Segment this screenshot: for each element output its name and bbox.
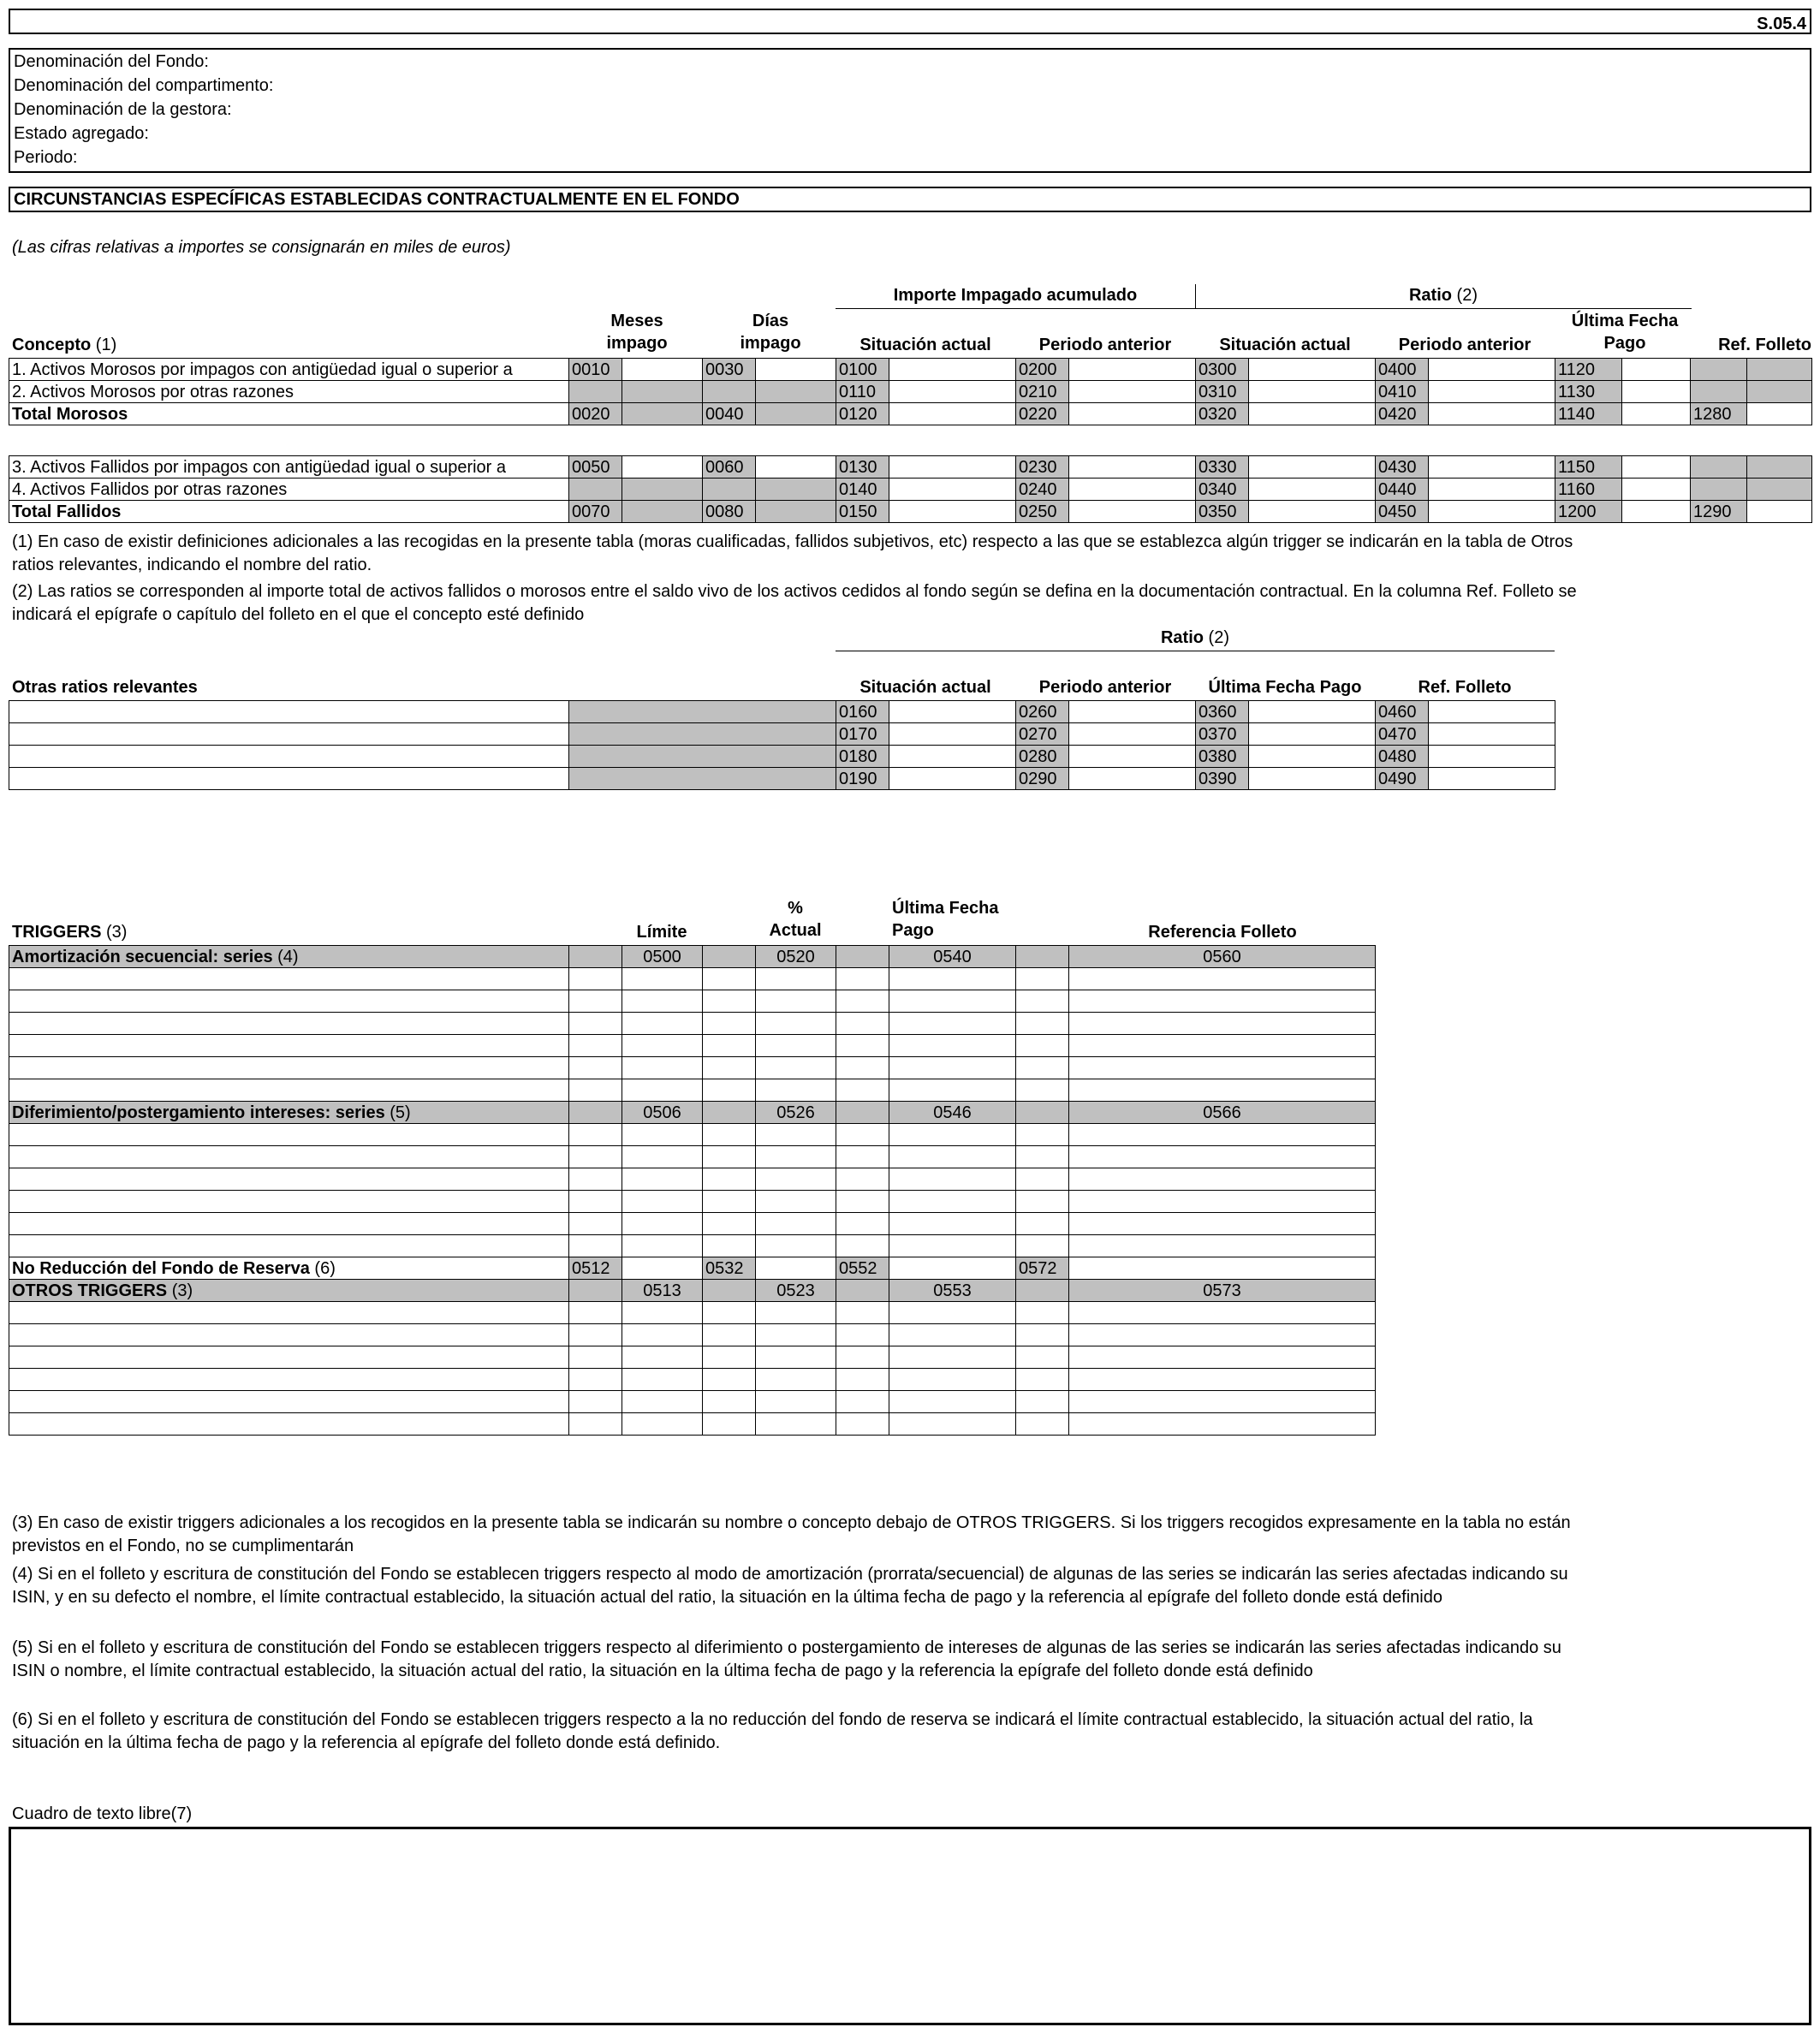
t1-col-meses: Meses impago [606,312,668,353]
code-cell: 0030 [703,359,756,381]
code-cell: 0460 [1376,701,1429,723]
input-cell[interactable] [1622,501,1691,523]
shaded-cell [1016,1102,1069,1124]
shaded-cell [569,701,836,723]
free-text-label: Cuadro de texto libre(7) [12,1804,193,1823]
shaded-cell [836,1102,889,1124]
shaded-cell [1016,946,1069,968]
note-1: (1) En caso de existir definiciones adicionales a las recogidas en la presente tabla (moras cualificadas, fallidos subjetivos, etc) respecto a las que se establezca algún trigger se indicarán en la tabla de Otros ratios relevantes, indicando el nombre del ratio. [12,532,1573,574]
table-row[interactable] [9,1035,1376,1057]
code-cell: 0270 [1016,723,1069,746]
t1-col-dias: Días impago [740,312,801,353]
code-cell: 0290 [1016,768,1069,790]
code-cell [756,403,836,425]
input-cell[interactable] [889,403,1016,425]
header-fields-box [9,48,1811,173]
code-cell [622,479,703,501]
code-cell: 0560 [1069,946,1376,968]
shaded-cell [569,1102,622,1124]
input-cell[interactable] [1249,723,1376,746]
code-cell: 0512 [569,1257,622,1280]
input-cell[interactable] [756,359,836,381]
code-cell [703,381,756,403]
row-label: 1. Activos Morosos por impagos con antigüedad igual o superior a [9,359,569,381]
code-cell [1691,359,1747,381]
t2-col-periodo-ant: Periodo anterior [1038,678,1172,697]
code-cell: 0230 [1016,456,1069,479]
input-cell[interactable] [1429,479,1555,501]
shaded-cell [569,723,836,746]
table-row[interactable] [9,1324,1376,1346]
code-cell: 1160 [1555,479,1622,501]
input-cell[interactable] [756,1257,836,1280]
input-cell[interactable] [1069,701,1196,723]
code-cell: 0310 [1196,381,1249,403]
input-cell[interactable] [889,479,1016,501]
code-cell: 1200 [1555,501,1622,523]
code-cell [1691,456,1747,479]
table-row[interactable] [9,1146,1376,1168]
code-cell: 1290 [1691,501,1747,523]
input-cell[interactable] [1429,768,1555,790]
t2-other-ratios-table [9,700,1555,790]
table-row [9,701,1555,723]
input-cell[interactable] [1429,381,1555,403]
table-row [9,359,1812,381]
code-cell: 0110 [836,381,889,403]
input-cell[interactable] [1249,768,1376,790]
code-cell [1747,456,1812,479]
input-cell[interactable] [622,1257,703,1280]
code-cell: 0410 [1376,381,1429,403]
table-row [9,381,1812,403]
code-cell [569,381,622,403]
input-cell[interactable] [889,768,1016,790]
row-label: 3. Activos Fallidos por impagos con antigüedad igual o superior a [9,456,569,479]
input-cell[interactable] [1249,381,1376,403]
code-cell: 0380 [1196,746,1249,768]
table-row [9,723,1555,746]
manager-name-label: Denominación de la gestora: [14,100,232,119]
input-cell[interactable] [889,359,1016,381]
input-cell[interactable] [756,456,836,479]
code-cell: 0060 [703,456,756,479]
t2-col-sit-actual: Situación actual [859,678,991,697]
code-cell: 0480 [1376,746,1429,768]
input-cell[interactable] [1747,501,1812,523]
code-cell: 1140 [1555,403,1622,425]
period-label: Periodo: [14,148,78,167]
input-cell[interactable] [1429,403,1555,425]
input-cell[interactable] [889,1257,1016,1280]
input-cell[interactable] [1622,359,1691,381]
input-cell[interactable] [1069,768,1196,790]
code-cell: 0160 [836,701,889,723]
code-cell: 0526 [756,1102,836,1124]
t1-col-ultima: Última Fecha Pago [1571,312,1679,353]
table-row[interactable] [9,1369,1376,1391]
code-cell [756,479,836,501]
code-cell: 0280 [1016,746,1069,768]
code-cell: 0140 [836,479,889,501]
t1-group-ratio: Ratio (2) [1408,286,1478,305]
input-cell[interactable] [622,456,703,479]
row-label: 2. Activos Morosos por otras razones [9,381,569,403]
code-cell: 0532 [703,1257,756,1280]
section-title: CIRCUNSTANCIAS ESPECÍFICAS ESTABLECIDAS CONTRACTUALMENTE EN EL FONDO [14,190,740,209]
trigger-label: Diferimiento/postergamiento intereses: series (5) [9,1102,569,1124]
table-row [9,768,1555,790]
table-row[interactable] [9,968,1376,990]
code-cell: 0020 [569,403,622,425]
code-cell: 0300 [1196,359,1249,381]
input-cell[interactable] [889,501,1016,523]
code-cell: 0180 [836,746,889,768]
code-cell: 0100 [836,359,889,381]
code-cell: 0050 [569,456,622,479]
code-cell: 0513 [622,1280,703,1302]
table-row[interactable] [9,1391,1376,1413]
form-code: S.05.4 [1757,15,1806,33]
t3-col-ultima: Última Fecha Pago [892,899,999,940]
input-cell[interactable] [889,456,1016,479]
code-cell: 0210 [1016,381,1069,403]
t2-group-ratio: Ratio (2) [1160,628,1229,647]
table-row[interactable] [9,1413,1376,1436]
input-cell[interactable] [1249,501,1376,523]
code-cell: 0220 [1016,403,1069,425]
row-label: Total Fallidos [9,501,569,523]
input-cell[interactable] [1069,479,1196,501]
input-cell[interactable] [1429,746,1555,768]
trigger-group-row [9,1257,1376,1280]
input-cell[interactable] [889,381,1016,403]
fund-name-label: Denominación del Fondo: [14,52,209,71]
t2-col-ultima: Última Fecha Pago [1208,678,1362,697]
table-row[interactable] [9,1124,1376,1146]
table-row [9,479,1812,501]
code-cell: 0546 [889,1102,1016,1124]
code-cell: 0470 [1376,723,1429,746]
t3-col-ref: Referencia Folleto [1148,923,1297,942]
input-cell[interactable] [1429,359,1555,381]
compartment-name-label: Denominación del compartimento: [14,76,274,95]
input-cell[interactable] [889,746,1016,768]
code-cell [622,403,703,425]
code-cell [622,501,703,523]
t1-group-underline [836,308,1692,309]
code-cell [569,479,622,501]
input-cell[interactable] [1249,479,1376,501]
code-cell: 0540 [889,946,1016,968]
shaded-cell [569,1280,622,1302]
row-label: 4. Activos Fallidos por otras razones [9,479,569,501]
input-cell[interactable] [1069,403,1196,425]
input-cell[interactable] [1069,746,1196,768]
code-cell: 0370 [1196,723,1249,746]
t3-col-triggers: TRIGGERS (3) [12,923,128,942]
table-row[interactable] [9,1346,1376,1369]
code-cell: 0520 [756,946,836,968]
code-cell: 0320 [1196,403,1249,425]
ratio-name-input[interactable] [9,701,569,723]
input-cell[interactable] [1429,456,1555,479]
code-cell [703,479,756,501]
code-cell: 1150 [1555,456,1622,479]
input-cell[interactable] [1069,456,1196,479]
table-row [9,746,1555,768]
input-cell[interactable] [1249,403,1376,425]
code-cell: 0340 [1196,479,1249,501]
table-row[interactable] [9,990,1376,1013]
t1-col-periodo-ant-2: Periodo anterior [1398,336,1532,354]
code-cell [1747,359,1812,381]
ratio-name-input[interactable] [9,723,569,746]
table-row [9,501,1812,523]
trigger-label: Amortización secuencial: series (4) [9,946,569,968]
code-cell: 0240 [1016,479,1069,501]
code-cell [1691,381,1747,403]
code-cell: 0553 [889,1280,1016,1302]
code-cell: 0190 [836,768,889,790]
input-cell[interactable] [1622,479,1691,501]
note-5: (5) Si en el folleto y escritura de constitución del Fondo se establecen triggers respecto al diferimiento o postergamiento de intereses de algunas de las series se indicarán las series afectadas indicando su ISIN o nombre, el límite contractual establecido, la situación actual del ratio, la situación en la última fecha de pago y la referencia la epígrafe del folleto donde está definido [12,1638,1561,1680]
code-cell: 0170 [836,723,889,746]
shaded-cell [569,768,836,790]
note-6: (6) Si en el folleto y escritura de constitución del Fondo se establecen triggers respecto a la no reducción del fondo de reserva se indicará el límite contractual establecido, la situación actual del ratio, la situación en la última fecha de pago y la referencia al epígrafe del folleto donde está definido. [12,1710,1533,1752]
shaded-cell [703,1102,756,1124]
code-cell: 0330 [1196,456,1249,479]
t1-morosos-table [9,358,1812,425]
t1-col-concepto: Concepto (1) [12,336,117,354]
code-cell: 0120 [836,403,889,425]
input-cell[interactable] [1249,456,1376,479]
note-3: (3) En caso de existir triggers adicionales a los recogidos en la presente tabla se indicarán su nombre o concepto debajo de OTROS TRIGGERS. Si los triggers recogidos expresamente en la tabla no están previstos en el Fondo, no se cumplimentarán [12,1513,1571,1555]
trigger-group-row [9,1102,1376,1124]
shaded-cell [836,946,889,968]
input-cell[interactable] [1069,501,1196,523]
row-label: Total Morosos [9,403,569,425]
t1-group-divider [1195,284,1196,308]
code-cell: 0420 [1376,403,1429,425]
code-cell: 1120 [1555,359,1622,381]
table-row[interactable] [9,1235,1376,1257]
input-cell[interactable] [889,701,1016,723]
code-cell: 1130 [1555,381,1622,403]
t1-col-sit-actual-2: Situación actual [1219,336,1351,354]
table-row[interactable] [9,1213,1376,1235]
ratio-name-input[interactable] [9,768,569,790]
code-cell: 0260 [1016,701,1069,723]
table-row[interactable] [9,1057,1376,1079]
free-text-box[interactable] [9,1827,1811,2025]
shaded-cell [703,946,756,968]
code-cell: 0430 [1376,456,1429,479]
code-cell: 0040 [703,403,756,425]
table-row [9,403,1812,425]
t1-group-importe: Importe Impagado acumulado [893,286,1138,305]
code-cell [622,381,703,403]
code-cell: 0450 [1376,501,1429,523]
shaded-cell [569,746,836,768]
t3-triggers-table [9,945,1376,1436]
aggregate-state-label: Estado agregado: [14,124,149,143]
t1-fallidos-table [9,455,1812,523]
shaded-cell [836,1280,889,1302]
t1-col-sit-actual-1: Situación actual [859,336,991,354]
input-cell[interactable] [1069,359,1196,381]
trigger-label: OTROS TRIGGERS (3) [9,1280,569,1302]
code-cell: 1280 [1691,403,1747,425]
trigger-label: No Reducción del Fondo de Reserva (6) [9,1257,569,1280]
shaded-cell [703,1280,756,1302]
code-cell [1747,479,1812,501]
ratio-name-input[interactable] [9,746,569,768]
input-cell[interactable] [622,359,703,381]
trigger-group-row [9,1280,1376,1302]
t1-col-periodo-ant-1: Periodo anterior [1038,336,1172,354]
code-cell: 0200 [1016,359,1069,381]
t2-col-label: Otras ratios relevantes [12,678,198,697]
input-cell[interactable] [1622,381,1691,403]
shaded-cell [569,946,622,968]
t3-col-limite: Límite [636,923,687,942]
input-cell[interactable] [1747,403,1812,425]
shaded-cell [1016,1280,1069,1302]
code-cell: 0350 [1196,501,1249,523]
code-cell: 0566 [1069,1102,1376,1124]
table-row [9,456,1812,479]
code-cell: 0573 [1069,1280,1376,1302]
input-cell[interactable] [1429,501,1555,523]
code-cell: 0130 [836,456,889,479]
code-cell: 0552 [836,1257,889,1280]
t1-col-ref: Ref. Folleto [1718,336,1811,354]
code-cell [1691,479,1747,501]
code-cell: 0390 [1196,768,1249,790]
code-cell: 0490 [1376,768,1429,790]
code-cell [756,381,836,403]
code-cell: 0080 [703,501,756,523]
note-2: (2) Las ratios se corresponden al importe total de activos fallidos o morosos entre el saldo vivo de los activos cedidos al fondo según se defina en la documentación contractual. En la columna Ref. Folleto se indicará el epígrafe o capítulo del folleto en el que el concepto esté definido [12,582,1577,624]
code-cell: 0572 [1016,1257,1069,1280]
code-cell: 0150 [836,501,889,523]
code-cell: 0523 [756,1280,836,1302]
code-cell: 0506 [622,1102,703,1124]
code-cell: 0400 [1376,359,1429,381]
input-cell[interactable] [1429,723,1555,746]
input-cell[interactable] [1249,359,1376,381]
code-cell [1747,381,1812,403]
input-cell[interactable] [1249,701,1376,723]
code-cell: 0010 [569,359,622,381]
input-cell[interactable] [1069,381,1196,403]
input-cell[interactable] [1622,456,1691,479]
input-cell[interactable] [1429,701,1555,723]
input-cell[interactable] [1622,403,1691,425]
t2-col-ref: Ref. Folleto [1418,678,1512,697]
table-row[interactable] [9,1168,1376,1191]
table-row[interactable] [9,1302,1376,1324]
code-cell: 0360 [1196,701,1249,723]
input-cell[interactable] [1069,723,1196,746]
section-title-box [9,187,1811,212]
input-cell[interactable] [1249,746,1376,768]
units-note: (Las cifras relativas a importes se consignarán en miles de euros) [12,238,511,257]
table-row[interactable] [9,1191,1376,1213]
code-cell [756,501,836,523]
code-cell: 0440 [1376,479,1429,501]
code-cell: 0500 [622,946,703,968]
t3-col-actual: % Actual [769,899,822,940]
code-cell: 0070 [569,501,622,523]
trigger-group-row [9,946,1376,968]
form-code-box [9,9,1811,34]
note-4: (4) Si en el folleto y escritura de constitución del Fondo se establecen triggers respecto al modo de amortización (prorrata/secuencial) de algunas de las series se indicarán las series afectadas indicando su ISIN, y en su defecto el nombre, el límite contractual establecido, la situación actual del ratio, la situación en la última fecha de pago y la referencia al epígrafe del folleto donde está definido [12,1565,1568,1607]
input-cell[interactable] [1069,1257,1376,1280]
table-row[interactable] [9,1013,1376,1035]
table-row[interactable] [9,1079,1376,1102]
code-cell: 0250 [1016,501,1069,523]
input-cell[interactable] [889,723,1016,746]
